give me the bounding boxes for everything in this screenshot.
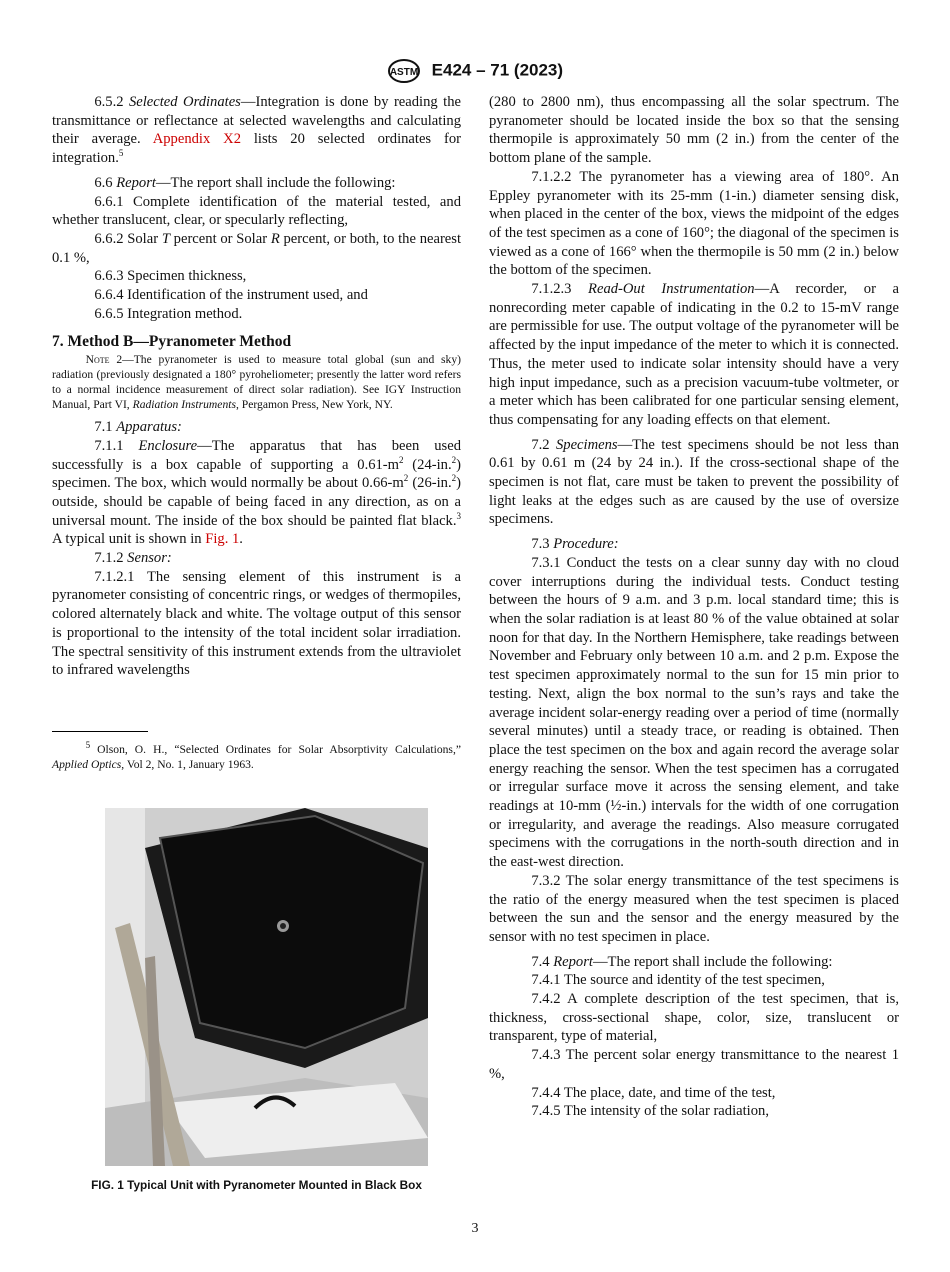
text-run: —The report shall include the following: xyxy=(155,174,396,191)
paragraph xyxy=(489,1084,899,1103)
cross-reference-link[interactable]: Appendix X2 xyxy=(152,131,241,148)
figure-caption: FIG. 1 Typical Unit with Pyranometer Mounted in Black Box xyxy=(91,1178,422,1192)
text-run: , Vol 2, No. 1, January 1963. xyxy=(121,758,254,771)
superscript: 2 xyxy=(399,454,404,465)
text-run: (26-in. xyxy=(408,475,452,492)
text-run: —The report shall include the following: xyxy=(592,953,833,970)
text-run: 7.1.2 xyxy=(94,550,128,567)
paragraph xyxy=(489,1102,899,1121)
italic-text: Report xyxy=(116,174,156,191)
paragraph xyxy=(52,193,461,230)
italic-text: Read-Out Instrumentation xyxy=(588,281,755,298)
paragraph xyxy=(52,437,461,549)
text-run: 7.4.4 The place, date, and time of the test, xyxy=(531,1084,776,1101)
standard-designation: E424 – 71 (2023) xyxy=(431,60,564,80)
paragraph xyxy=(489,953,899,972)
paragraph xyxy=(489,436,899,530)
text-run: 6.6 xyxy=(94,174,117,191)
italic-text: Sensor: xyxy=(127,550,172,567)
text-run: percent or Solar xyxy=(169,230,271,247)
paragraph xyxy=(489,93,899,168)
text-run: —The test specimens should be not less than 0.61 by 0.61 m (24 by 24 in.). If the cross-sectional shape of the specimen is not flat, care must be taken to prevent the possibility of light leaks at the edges such as are caused by the use of oversize specimens. xyxy=(489,436,899,528)
text-run: —A recorder, or a nonrecording meter capable of indicating in the 0.2 to 15-mV range are permissible for use. The output voltage of the pyranometer will be affected by the input impedance of the meter to which it is connected. Thus, the meter used to indicate solar intensity should have a very high input impedance, such as a precision vacuum-tube voltmeter, or a meter which has been calibrated for one particular sensing element, thus compensating for any loading effects on that element. xyxy=(489,281,899,428)
text-run: , Pergamon Press, New York, NY. xyxy=(236,398,393,412)
italic-text: Specimens xyxy=(555,436,618,453)
text-run: 7.1.1 xyxy=(94,437,139,454)
paragraph xyxy=(52,568,461,680)
text-run: 7.1.2.2 The pyranometer has a viewing area of 180°. An Eppley pyranometer with its 25-mm (1-in.) diameter sensing disk, when placed in the center of the box, views the midpoint of the edges of the test specimen as a cone of 160°; the diagonal of the specimen is viewed as a cone of 166° when the thermopile is 50 mm (2 in.) below the bottom of the specimen. xyxy=(489,168,899,279)
text-run: ) outside, should be capable of being faced in any direction, as on a universal mount. The inside of the box should be painted flat black. xyxy=(52,475,462,529)
astm-logo-icon xyxy=(387,58,421,84)
text-run: 7.1.2.1 The sensing element of this instrument is a pyranometer consisting of concentric rings, or wedges of thermopiles, colored alternately black and white. The voltage output of this sensor is proportional to the intensity of the total incident solar irradiation. The spectral sensitivity of this instrument extends from the ultraviolet to infrared wavelengths xyxy=(52,568,461,679)
text-run: 7.2 xyxy=(531,436,556,453)
note-label: Note xyxy=(85,353,110,367)
text-run: ) specimen. The box, which would normally be about 0.66-m xyxy=(52,456,461,492)
paragraph xyxy=(489,872,899,947)
text-run: percent, or both, to the nearest 0.1 %, xyxy=(52,230,462,266)
italic-text: Enclosure xyxy=(138,437,198,454)
paragraph xyxy=(489,1046,899,1083)
paragraph xyxy=(52,305,461,324)
text-run: 7.3 xyxy=(531,536,554,553)
text-run: 7.4 xyxy=(531,953,554,970)
text-run: (280 to 2800 nm), thus encompassing all the solar spectrum. The pyranometer should be located inside the box so that the sensing thermopile is approximately 50 mm (2 in.) from the center of the bottom plane of the sample. xyxy=(489,94,899,167)
pyranometer-box-photo xyxy=(105,808,428,1166)
footnote xyxy=(52,742,461,772)
text-run: Olson, O. H., “Selected Ordinates for Solar Absorptivity Calculations,” xyxy=(90,743,461,756)
paragraph xyxy=(52,230,461,267)
left-column xyxy=(52,93,461,680)
note-paragraph xyxy=(52,352,461,412)
paragraph xyxy=(489,554,899,872)
paragraph xyxy=(489,280,899,430)
paragraph xyxy=(52,286,461,305)
superscript: 5 xyxy=(118,148,124,159)
text-run: —Integration is done by reading the transmittance or reflectance at selected wavelengths and calculating their average. xyxy=(52,94,461,148)
text-run: 7.3.1 Conduct the tests on a clear sunny day with no cloud cover interruptions during the individual tests. Conduct testing between the hours of 9 a.m. and 3 p.m. local standard time; this is when the solar radiation is at least 80 % of the value obtained at solar noon for that day. In the Northern Hemisphere, take readings between November and February only between 10 a.m. and 2 p.m. Expose the test specimen approximately normal to the sun for 15 min prior to testing. Next, align the box normal to the sun’s rays and take the average incident solar-energy reading over a period of time (normally several minutes) until a steady trace, or reading is obtained. Then place the test specimen on the box and again record the average solar energy reaching the sensor. When the test specimen has a corrugated or irregular surface move it across the sensing element, and take readings at 10-mm (½-in.) intervals for the width of one corrugation or irregularity, and average the readings. Also measure corrugated specimens with the corrugations in the north-south direction and in the east-west direction. xyxy=(489,554,899,871)
svg-text:ASTM: ASTM xyxy=(389,67,419,78)
cross-reference-link[interactable]: Fig. 1 xyxy=(205,531,240,548)
italic-text: T xyxy=(161,230,170,247)
figure-photo xyxy=(105,808,428,1166)
italic-text: R xyxy=(270,230,280,247)
text-run: 7.1.2.3 xyxy=(531,281,589,298)
footnote-divider xyxy=(52,731,148,732)
italic-text: Selected Ordinates xyxy=(128,94,241,110)
section-heading xyxy=(52,333,461,352)
superscript: 2 xyxy=(403,473,409,484)
text-run: 7.4.1 The source and identity of the test specimen, xyxy=(531,972,825,989)
right-column xyxy=(489,93,899,1121)
superscript: 5 xyxy=(85,740,91,751)
italic-text: Procedure: xyxy=(553,536,619,553)
text-run: —The apparatus that has been used successfully is a box capable of supporting a 0.61-m xyxy=(52,437,461,473)
text-run: 7.3.2 The solar energy transmittance of the test specimens is the ratio of the energy measured when the test specimen is placed between the sun and the sensor and the energy measured by the sensor with no test specimen in place. xyxy=(489,872,899,945)
paragraph xyxy=(52,549,461,568)
superscript: 3 xyxy=(456,510,461,521)
italic-text: Apparatus: xyxy=(116,419,182,436)
page-header xyxy=(0,58,950,84)
text-run: lists 20 selected ordinates for integration. xyxy=(52,131,462,167)
paragraph xyxy=(52,93,461,168)
superscript: 2 xyxy=(451,473,457,484)
text-run: 6.6.1 Complete identification of the material tested, and whether translucent, clear, or specularly reflecting, xyxy=(52,193,461,229)
paragraph xyxy=(489,990,899,1046)
text-run: 6.6.4 Identification of the instrument used, and xyxy=(94,287,368,304)
paragraph xyxy=(52,267,461,286)
text-run: 7.4.2 A complete description of the test specimen, that is, thickness, cross-sectional shape, color, size, translucent or transparent, type of material, xyxy=(489,991,899,1045)
text-run: (24-in. xyxy=(403,456,452,473)
text-run: 6.5.2 xyxy=(94,94,129,110)
text-run: 7.4.5 The intensity of the solar radiation, xyxy=(531,1103,769,1120)
text-run: 7. Method B—Pyranometer Method xyxy=(52,333,292,351)
text-run: 6.6.3 Specimen thickness, xyxy=(94,268,247,285)
italic-text: Radiation Instruments xyxy=(132,398,236,412)
text-run: . xyxy=(239,531,243,548)
text-run: 6.6.5 Integration method. xyxy=(94,305,243,322)
italic-text: Applied Optics xyxy=(52,758,122,771)
text-run: A typical unit is shown in xyxy=(52,531,206,548)
paragraph xyxy=(489,535,899,554)
paragraph xyxy=(52,418,461,437)
superscript: 2 xyxy=(451,454,457,465)
paragraph xyxy=(52,174,461,193)
text-run: 7.4.3 The percent solar energy transmittance to the nearest 1 %, xyxy=(489,1047,899,1082)
paragraph xyxy=(489,168,899,280)
paragraph xyxy=(489,971,899,990)
text-run: 6.6.2 Solar xyxy=(94,230,162,247)
page-number: 3 xyxy=(471,1221,479,1236)
text-run: 2—The pyranometer is used to measure total global (sun and sky) radiation (previously designated a 180° pyroheliometer; presently the latter word refers to a normal incidence measurement of direct solar radiation). See IGY Instruction Manual, Part VI, xyxy=(52,353,461,412)
text-run: 7.1 xyxy=(94,419,117,436)
italic-text: Report xyxy=(553,953,593,970)
